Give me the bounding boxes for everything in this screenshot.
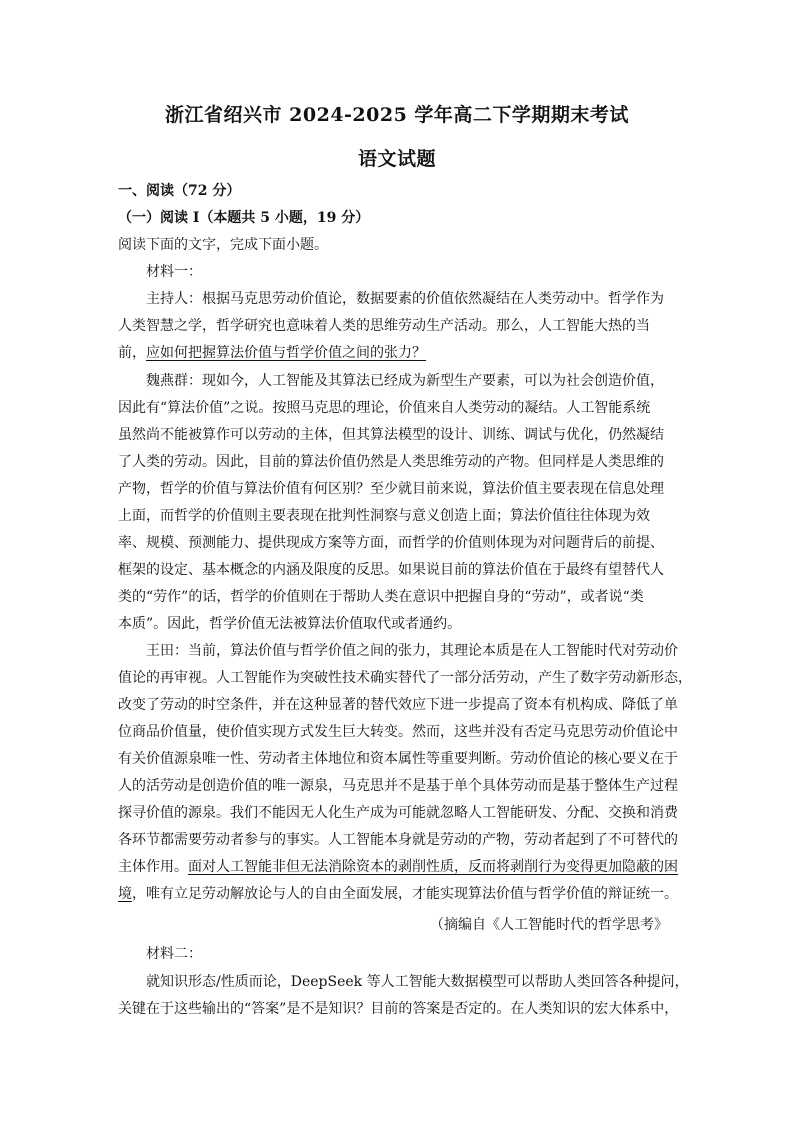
paragraph-line: 主体作用。面对人工智能非但无法消除资本的剥削性质，反而将剥削行为变得更加隐蔽的困 [118,859,678,875]
paragraph-line: 上面，而哲学的价值则主要表现在批判性洞察与意义创造上面；算法价值往往体现为效 [118,508,650,524]
underlined-sentence: 面对人工智能非但无法消除资本的剥削性质，反而将剥削行为变得更加隐蔽的困 [188,859,678,875]
paragraph-line: 因此有“算法价值”之说。按照马克思的理论，价值来自人类劳动的凝结。人工智能系统 [118,400,651,416]
paragraph-line: 位商品价值量，使价值实现方式发生巨大转变。然而，这些并没有否定马克思劳动价值论中 [118,724,678,740]
underlined-sentence-end: 境 [118,886,132,902]
paragraph-line: 就知识形态/性质而论，DeepSeek 等人工智能大数据模型可以帮助人类回答各种提问， [146,974,689,990]
underlined-question: 应如何把握算法价值与哲学价值之间的张力？ [146,345,426,361]
paragraph-line: 改变了劳动的时空条件，并在这种显著的替代效应下进一步提高了资本有机构成、降低了单 [118,697,678,713]
paragraph-line: 王田：当前，算法价值与哲学价值之间的张力，其理论本质是在人工智能时代对劳动价 [146,643,678,659]
paragraph-line: 值论的再审视。人工智能作为突破性技术确实替代了一部分活劳动，产生了数字劳动新形态， [118,670,692,686]
paragraph-line: 有关价值源泉唯一性、劳动者主体地位和资本属性等重要判断。劳动价值论的核心要义在于 [118,751,678,767]
paragraph-line: 类的“劳作”的话，哲学的价值则在于帮助人类在意识中把握自身的“劳动”，或者说“类 [118,589,644,605]
paragraph-line: 关键在于这些输出的“答案”是不是知识？目前的答案是否定的。在人类知识的宏大体系中， [118,1001,679,1017]
sub-heading: （一）阅读 I（本题共 5 小题，19 分） [118,210,370,226]
section-heading: 一、阅读（72 分） [118,183,241,199]
paragraph-line: 率、规模、预测能力、提供现成方案等方面，而哲学的价值则体现为对问题背后的前提、 [118,535,664,551]
paragraph-line: 虽然尚不能被算作可以劳动的主体，但其算法模型的设计、训练、调试与优化，仍然凝结 [118,427,664,443]
paragraph-line: 本质”。因此，哲学价值无法被算法价值取代或者通约。 [118,616,462,632]
source-citation: （摘编自《人工智能时代的哲学思考》 [430,917,668,933]
paragraph-line: 探寻价值的源泉。我们不能因无人化生产成为可能就忽略人工智能研发、分配、交换和消费 [118,805,678,821]
paragraph-line: 人类智慧之学，哲学研究也意味着人类的思维劳动生产活动。那么，人工智能大热的当 [118,318,650,334]
paragraph-line: 各环节都需要劳动者参与的事实。人工智能本身就是劳动的产物，劳动者起到了不可替代的 [118,832,678,848]
paragraph-line: 魏燕群：现如今，人工智能及其算法已经成为新型生产要素，可以为社会创造价值， [146,373,664,389]
instruction: 阅读下面的文字，完成下面小题。 [118,237,328,253]
paragraph-line: 框架的设定、基本概念的内涵及限度的反思。如果说目前的算法价值在于最终有望替代人 [118,562,664,578]
paragraph-line: 境，唯有立足劳动解放论与人的自由全面发展，才能实现算法价值与哲学价值的辩证统一。 [118,886,678,902]
paragraph-line: 了人类的劳动。因此，目前的算法价值仍然是人类思维劳动的产物。但同样是人类思维的 [118,454,664,470]
exam-title: 浙江省绍兴市 2024-2025 学年高二下学期期末考试 [165,104,629,126]
paragraph-line: 主持人：根据马克思劳动价值论，数据要素的价值依然凝结在人类劳动中。哲学作为 [146,291,664,307]
material2-label: 材料二： [146,946,202,962]
exam-subtitle: 语文试题 [357,148,436,170]
material1-label: 材料一： [146,264,202,280]
paragraph-line: 人的活劳动是创造价值的唯一源泉，马克思并不是基于单个具体劳动而是基于整体生产过程 [118,778,678,794]
paragraph-line: 前，应如何把握算法价值与哲学价值之间的张力？ [118,345,426,361]
paragraph-line: 产物，哲学的价值与算法价值有何区别？至少就目前来说，算法价值主要表现在信息处理 [118,481,664,497]
